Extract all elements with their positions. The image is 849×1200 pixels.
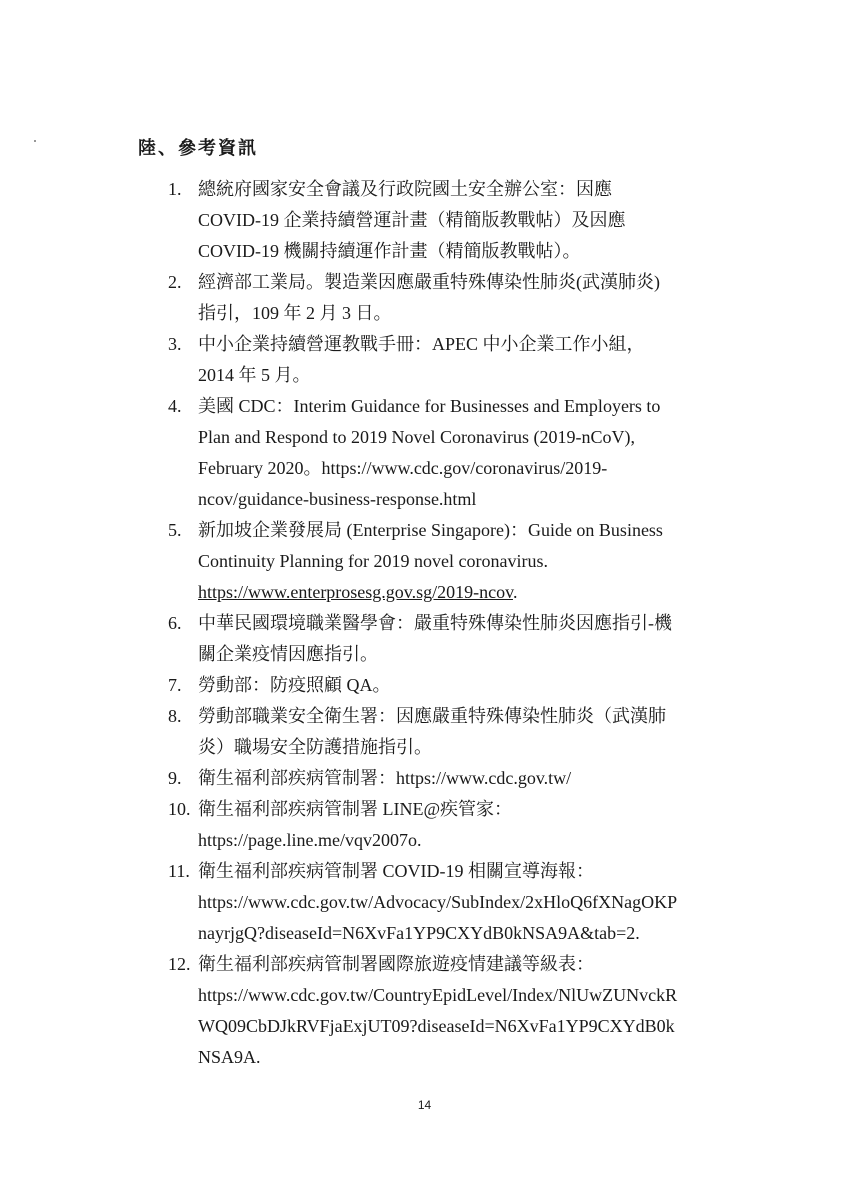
reference-number: 1. [168,179,182,199]
reference-line: WQ09CbDJkRVFjaExjUT09?diseaseId=N6XvFa1YP9CXYdB0k [198,1016,675,1036]
scan-speck [34,140,36,142]
reference-item [168,670,728,701]
reference-line: 關企業疫情因應指引。 [198,644,378,664]
reference-line: 衛生福利部疾病管制署：https://www.cdc.gov.tw/ [198,768,572,788]
reference-item [168,794,728,856]
reference-item [168,608,728,670]
reference-item [168,267,728,329]
reference-item [168,329,728,391]
reference-list [168,174,728,1073]
reference-text [198,391,728,515]
reference-item [168,701,728,763]
reference-line: ncov/guidance-business-response.html [198,489,477,509]
reference-item [168,763,728,794]
reference-link-line [198,577,728,608]
reference-line: Continuity Planning for 2019 novel coronavirus. [198,551,548,571]
reference-text [198,174,728,267]
reference-number: 5. [168,520,182,540]
reference-text [198,515,728,608]
reference-line: https://www.cdc.gov.tw/Advocacy/SubIndex/2xHloQ6fXNagOKP [198,892,678,912]
reference-line: https://page.line.me/vqv2007o. [198,830,422,850]
reference-line: https://www.cdc.gov.tw/CountryEpidLevel/Index/NlUwZUNvckR [198,985,678,1005]
reference-number: 9. [168,768,182,788]
reference-item [168,515,728,608]
reference-link[interactable]: https://www.enterprosesg.gov.sg/2019-ncov [198,582,513,602]
reference-line: NSA9A. [198,1047,261,1067]
reference-number: 10. [168,799,191,819]
reference-line: February 2020。https://www.cdc.gov/coronavirus/2019- [198,458,608,478]
reference-text [198,267,728,329]
section-heading: 陸、參考資訊 [138,138,258,159]
reference-line: 勞動部職業安全衛生署：因應嚴重特殊傳染性肺炎（武漢肺 [198,706,666,726]
reference-text [198,608,728,670]
reference-number: 6. [168,613,182,633]
reference-number: 7. [168,675,182,695]
reference-line: 新加坡企業發展局 (Enterprise Singapore)：Guide on Business [198,520,663,540]
reference-line: COVID-19 機關持續運作計畫（精簡版教戰帖）。 [198,241,581,261]
reference-line: 2014 年 5 月。 [198,365,311,385]
reference-line: COVID-19 企業持續營運計畫（精簡版教戰帖）及因應 [198,210,626,230]
reference-number: 12. [168,954,191,974]
reference-text [198,670,728,701]
reference-line: Plan and Respond to 2019 Novel Coronavirus (2019-nCoV), [198,427,635,447]
reference-line: 中華民國環境職業醫學會：嚴重特殊傳染性肺炎因應指引-機 [198,613,672,633]
reference-text [198,949,728,1073]
reference-number: 8. [168,706,182,726]
reference-number: 4. [168,396,182,416]
reference-line: 勞動部：防疫照顧 QA。 [198,675,391,695]
reference-line: 衛生福利部疾病管制署 COVID-19 相關宣導海報： [198,861,594,881]
reference-line: 指引，109 年 2 月 3 日。 [198,303,392,323]
reference-item [168,174,728,267]
reference-item [168,391,728,515]
reference-line: 衛生福利部疾病管制署國際旅遊疫情建議等級表： [198,954,594,974]
reference-line: nayrjgQ?diseaseId=N6XvFa1YP9CXYdB0kNSA9A&tab=2. [198,923,640,943]
reference-item [168,949,728,1073]
reference-number: 3. [168,334,182,354]
reference-line: 美國 CDC：Interim Guidance for Businesses and Employers to [198,396,661,416]
reference-line: 中小企業持續營運教戰手冊：APEC 中小企業工作小組， [198,334,645,354]
reference-text [198,794,728,856]
reference-text [198,701,728,763]
reference-number: 11. [168,861,190,881]
reference-line: 經濟部工業局。製造業因應嚴重特殊傳染性肺炎(武漢肺炎) [198,272,660,292]
reference-line: 總統府國家安全會議及行政院國土安全辦公室：因應 [198,179,612,199]
page-number: 14 [417,1098,432,1112]
reference-number: 2. [168,272,182,292]
reference-text [198,856,728,949]
reference-line: 衛生福利部疾病管制署 LINE@疾管家： [198,799,513,819]
reference-text [198,329,728,391]
reference-link-suffix: . [512,582,518,602]
reference-item [168,856,728,949]
reference-line: 炎）職場安全防護措施指引。 [198,737,432,757]
reference-text [198,763,728,794]
